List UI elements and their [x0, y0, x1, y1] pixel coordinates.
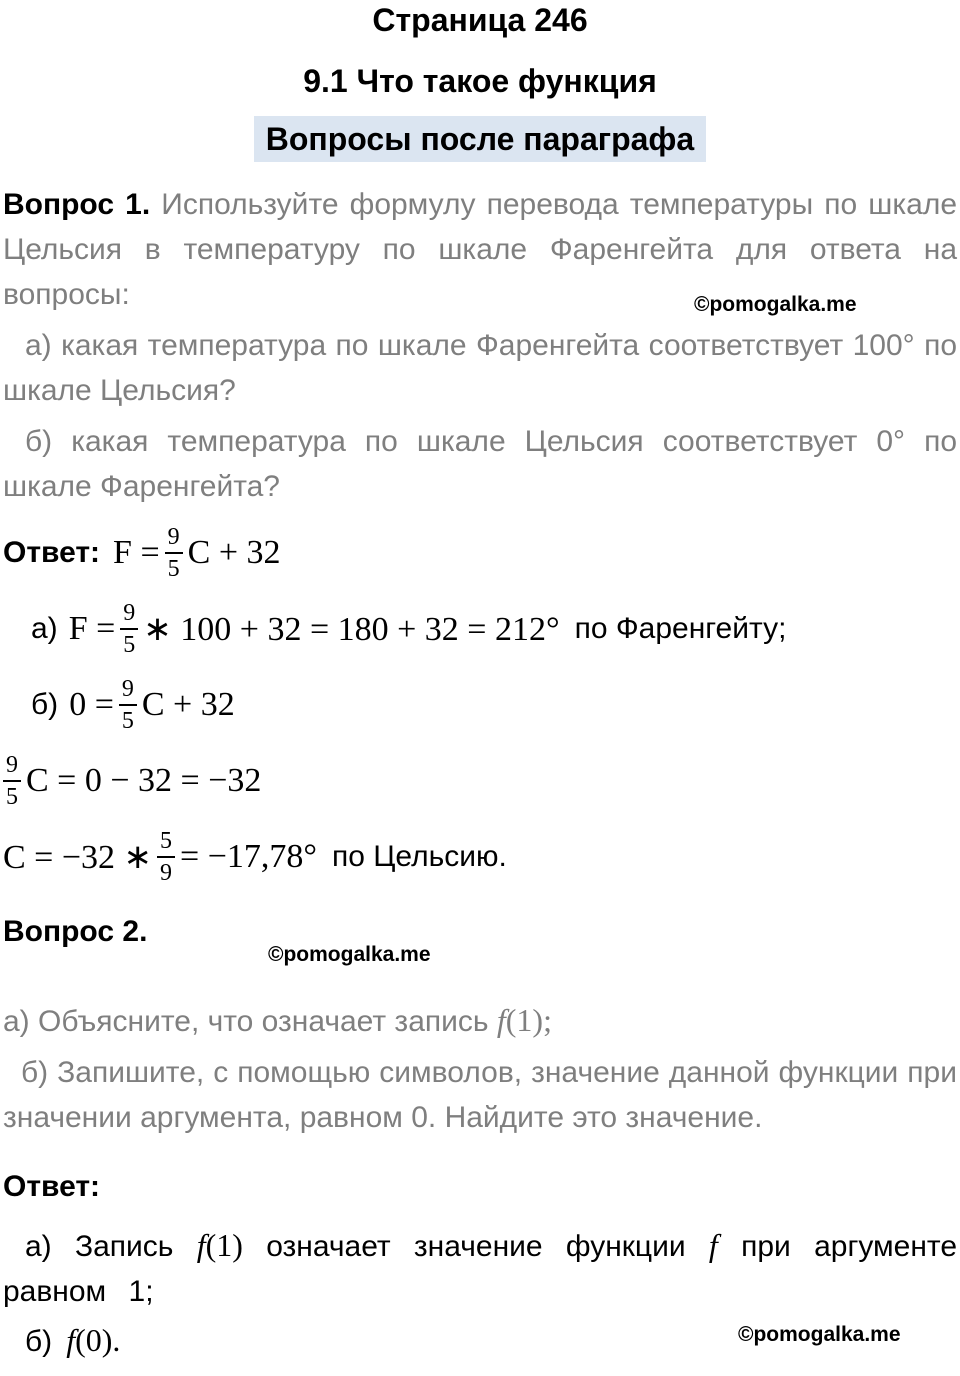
subsection-title: Вопросы после параграфа	[254, 116, 706, 163]
question1-item-b: б) какая температура по шкале Цельсия соответствует 0° по шкале Фаренгейта?	[3, 425, 957, 504]
answer1-step-b	[31, 677, 957, 733]
subsection-wrap	[3, 116, 957, 163]
answer2-item-a-tail: при аргументе равном 1;	[3, 1230, 958, 1309]
fraction-numerator: 9	[120, 601, 138, 630]
step-a-note: по Фаренгейту;	[574, 612, 787, 646]
fraction-denominator: 9	[160, 860, 173, 887]
fraction-numerator: 9	[165, 525, 183, 554]
fraction-denominator: 5	[167, 556, 180, 583]
page-title: Страница 246	[372, 2, 588, 38]
question2-label: Вопрос 2.	[3, 915, 148, 949]
step-d-lhs: C = −32 ∗	[3, 839, 153, 877]
step-c-expression: C = 0 − 32 = −32	[26, 762, 262, 800]
fraction-denominator: 5	[121, 708, 134, 735]
answer2-item-a-pre: а) Запись	[25, 1230, 174, 1264]
fraction-numerator: 5	[157, 829, 175, 858]
answer2-label: Ответ:	[3, 1170, 101, 1204]
section-title: 9.1 Что такое функция	[303, 62, 657, 99]
function-symbol: f	[496, 1002, 506, 1039]
question2-item-b: б) Запишите, с помощью символов, значение данной функции при значении аргумента, равном 0. Найдите это значение.	[3, 1056, 957, 1135]
step-a-rhs: ∗ 100 + 32 = 180 + 32 = 212°	[143, 611, 560, 649]
answer1-step-c	[3, 753, 957, 809]
formula-rhs: C + 32	[187, 534, 281, 572]
fraction-numerator: 9	[119, 677, 137, 706]
step-a-marker: а)	[31, 612, 58, 646]
step-d-rhs: = −17,78°	[180, 838, 317, 876]
question1-item-a: а) какая температура по шкале Фаренгейта соответствует 100° по шкале Цельсия?	[3, 329, 957, 408]
question1-text: Используйте формулу перевода температуры по шкале Цельсия в температуру по шкале Фаренгейта для ответа на вопросы:	[3, 188, 958, 312]
fraction-5-9	[157, 829, 175, 885]
answer1-step-a	[31, 601, 957, 657]
fraction-denominator: 5	[123, 632, 136, 659]
step-b-marker: б)	[31, 688, 59, 722]
question2-item-a	[3, 998, 957, 1044]
step-b-lhs: 0 =	[69, 686, 114, 724]
answer1-step-d	[3, 829, 957, 885]
watermark: ©pomogalka.me	[694, 293, 857, 316]
question2-item-a-text: а) Объясните, что означает запись	[3, 1005, 489, 1039]
function-argument: (0).	[75, 1322, 121, 1359]
answer2-item-b-marker: б)	[25, 1325, 53, 1359]
question1-label: Вопрос 1.	[3, 188, 151, 222]
answer2-item-a	[3, 1223, 957, 1314]
fraction-9-5	[120, 601, 138, 657]
step-d-note: по Цельсию.	[331, 840, 507, 874]
step-a-lhs: F =	[68, 610, 116, 648]
fraction-9-5	[119, 677, 137, 733]
fraction-numerator: 9	[3, 753, 21, 782]
step-b-rhs: C + 32	[141, 686, 235, 724]
function-symbol: f	[66, 1322, 76, 1359]
answer1-label: Ответ:	[3, 536, 101, 570]
watermark: ©pomogalka.me	[268, 943, 431, 966]
fraction-9-5	[3, 753, 21, 809]
watermark: ©pomogalka.me	[738, 1323, 901, 1346]
function-symbol: f	[708, 1227, 718, 1264]
fraction-denominator: 5	[6, 784, 18, 811]
function-argument: (1)	[205, 1227, 243, 1264]
fraction-9-5	[165, 525, 183, 581]
formula-lhs: F =	[113, 534, 160, 572]
answer2-item-a-mid: означает значение функции	[266, 1230, 686, 1264]
answer1-formula	[3, 525, 957, 581]
function-argument: (1);	[505, 1002, 552, 1039]
function-symbol: f	[196, 1227, 206, 1264]
